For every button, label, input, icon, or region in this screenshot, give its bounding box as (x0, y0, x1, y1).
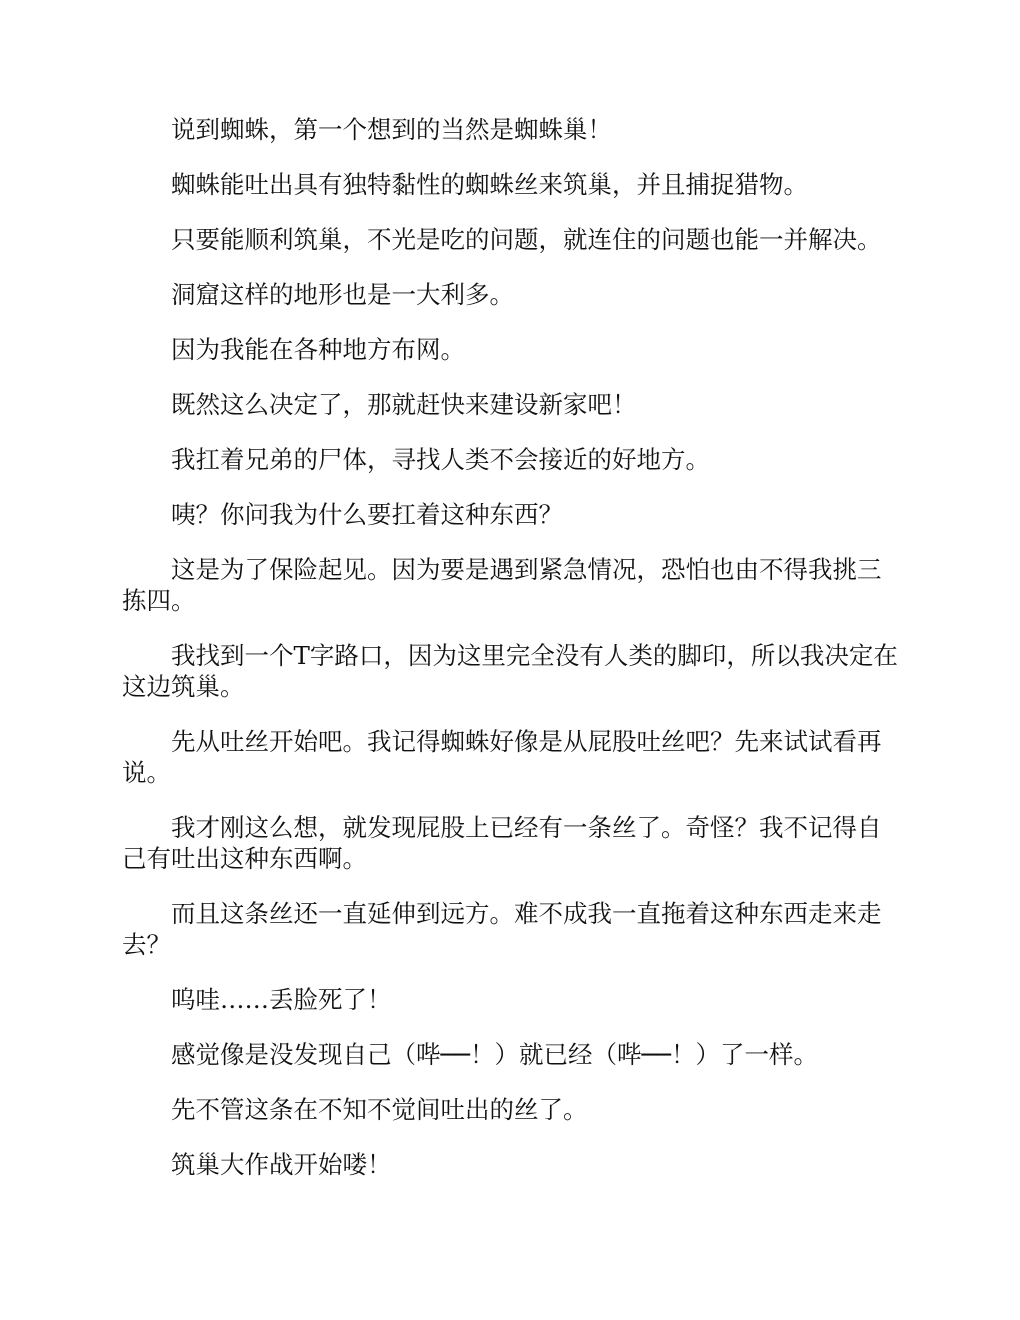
paragraph: 既然这么决定了，那就赶快来建设新家吧！ (171, 390, 637, 419)
paragraph: 因为我能在各种地方布网。 (171, 335, 465, 364)
paragraph: 咦？你问我为什么要扛着这种东西？ (171, 500, 563, 529)
paragraph: 蜘蛛能吐出具有独特黏性的蜘蛛丝来筑巢，并且捕捉猎物。 (171, 170, 808, 199)
paragraph: 说到蜘蛛，第一个想到的当然是蜘蛛巢！ (171, 115, 612, 144)
paragraph: 而且这条丝还一直延伸到远方。难不成我一直拖着这种东西走来走去？ (122, 899, 882, 959)
paragraph: 我才刚这么想，就发现屁股上已经有一条丝了。奇怪？我不记得自己有吐出这种东西啊。 (122, 813, 882, 873)
paragraph: 洞窟这样的地形也是一大利多。 (171, 280, 514, 309)
paragraph: 我扛着兄弟的尸体，寻找人类不会接近的好地方。 (171, 445, 710, 474)
paragraph: 先不管这条在不知不觉间吐出的丝了。 (171, 1095, 588, 1124)
paragraph: 呜哇……丢脸死了！ (171, 985, 392, 1014)
paragraph: 我找到一个T字路口，因为这里完全没有人类的脚印，所以我决定在这边筑巢。 (122, 641, 898, 701)
paragraph: 筑巢大作战开始喽！ (171, 1150, 392, 1179)
paragraph: 先从吐丝开始吧。我记得蜘蛛好像是从屁股吐丝吧？先来试试看再说。 (122, 727, 882, 787)
paragraph: 感觉像是没发现自己（哔──！）就已经（哔──！）了一样。 (171, 1040, 818, 1069)
body-text (122, 114, 898, 1204)
paragraph: 这是为了保险起见。因为要是遇到紧急情况，恐怕也由不得我挑三拣四。 (122, 555, 882, 615)
paragraph: 只要能顺利筑巢，不光是吃的问题，就连住的问题也能一并解决。 (171, 225, 882, 254)
